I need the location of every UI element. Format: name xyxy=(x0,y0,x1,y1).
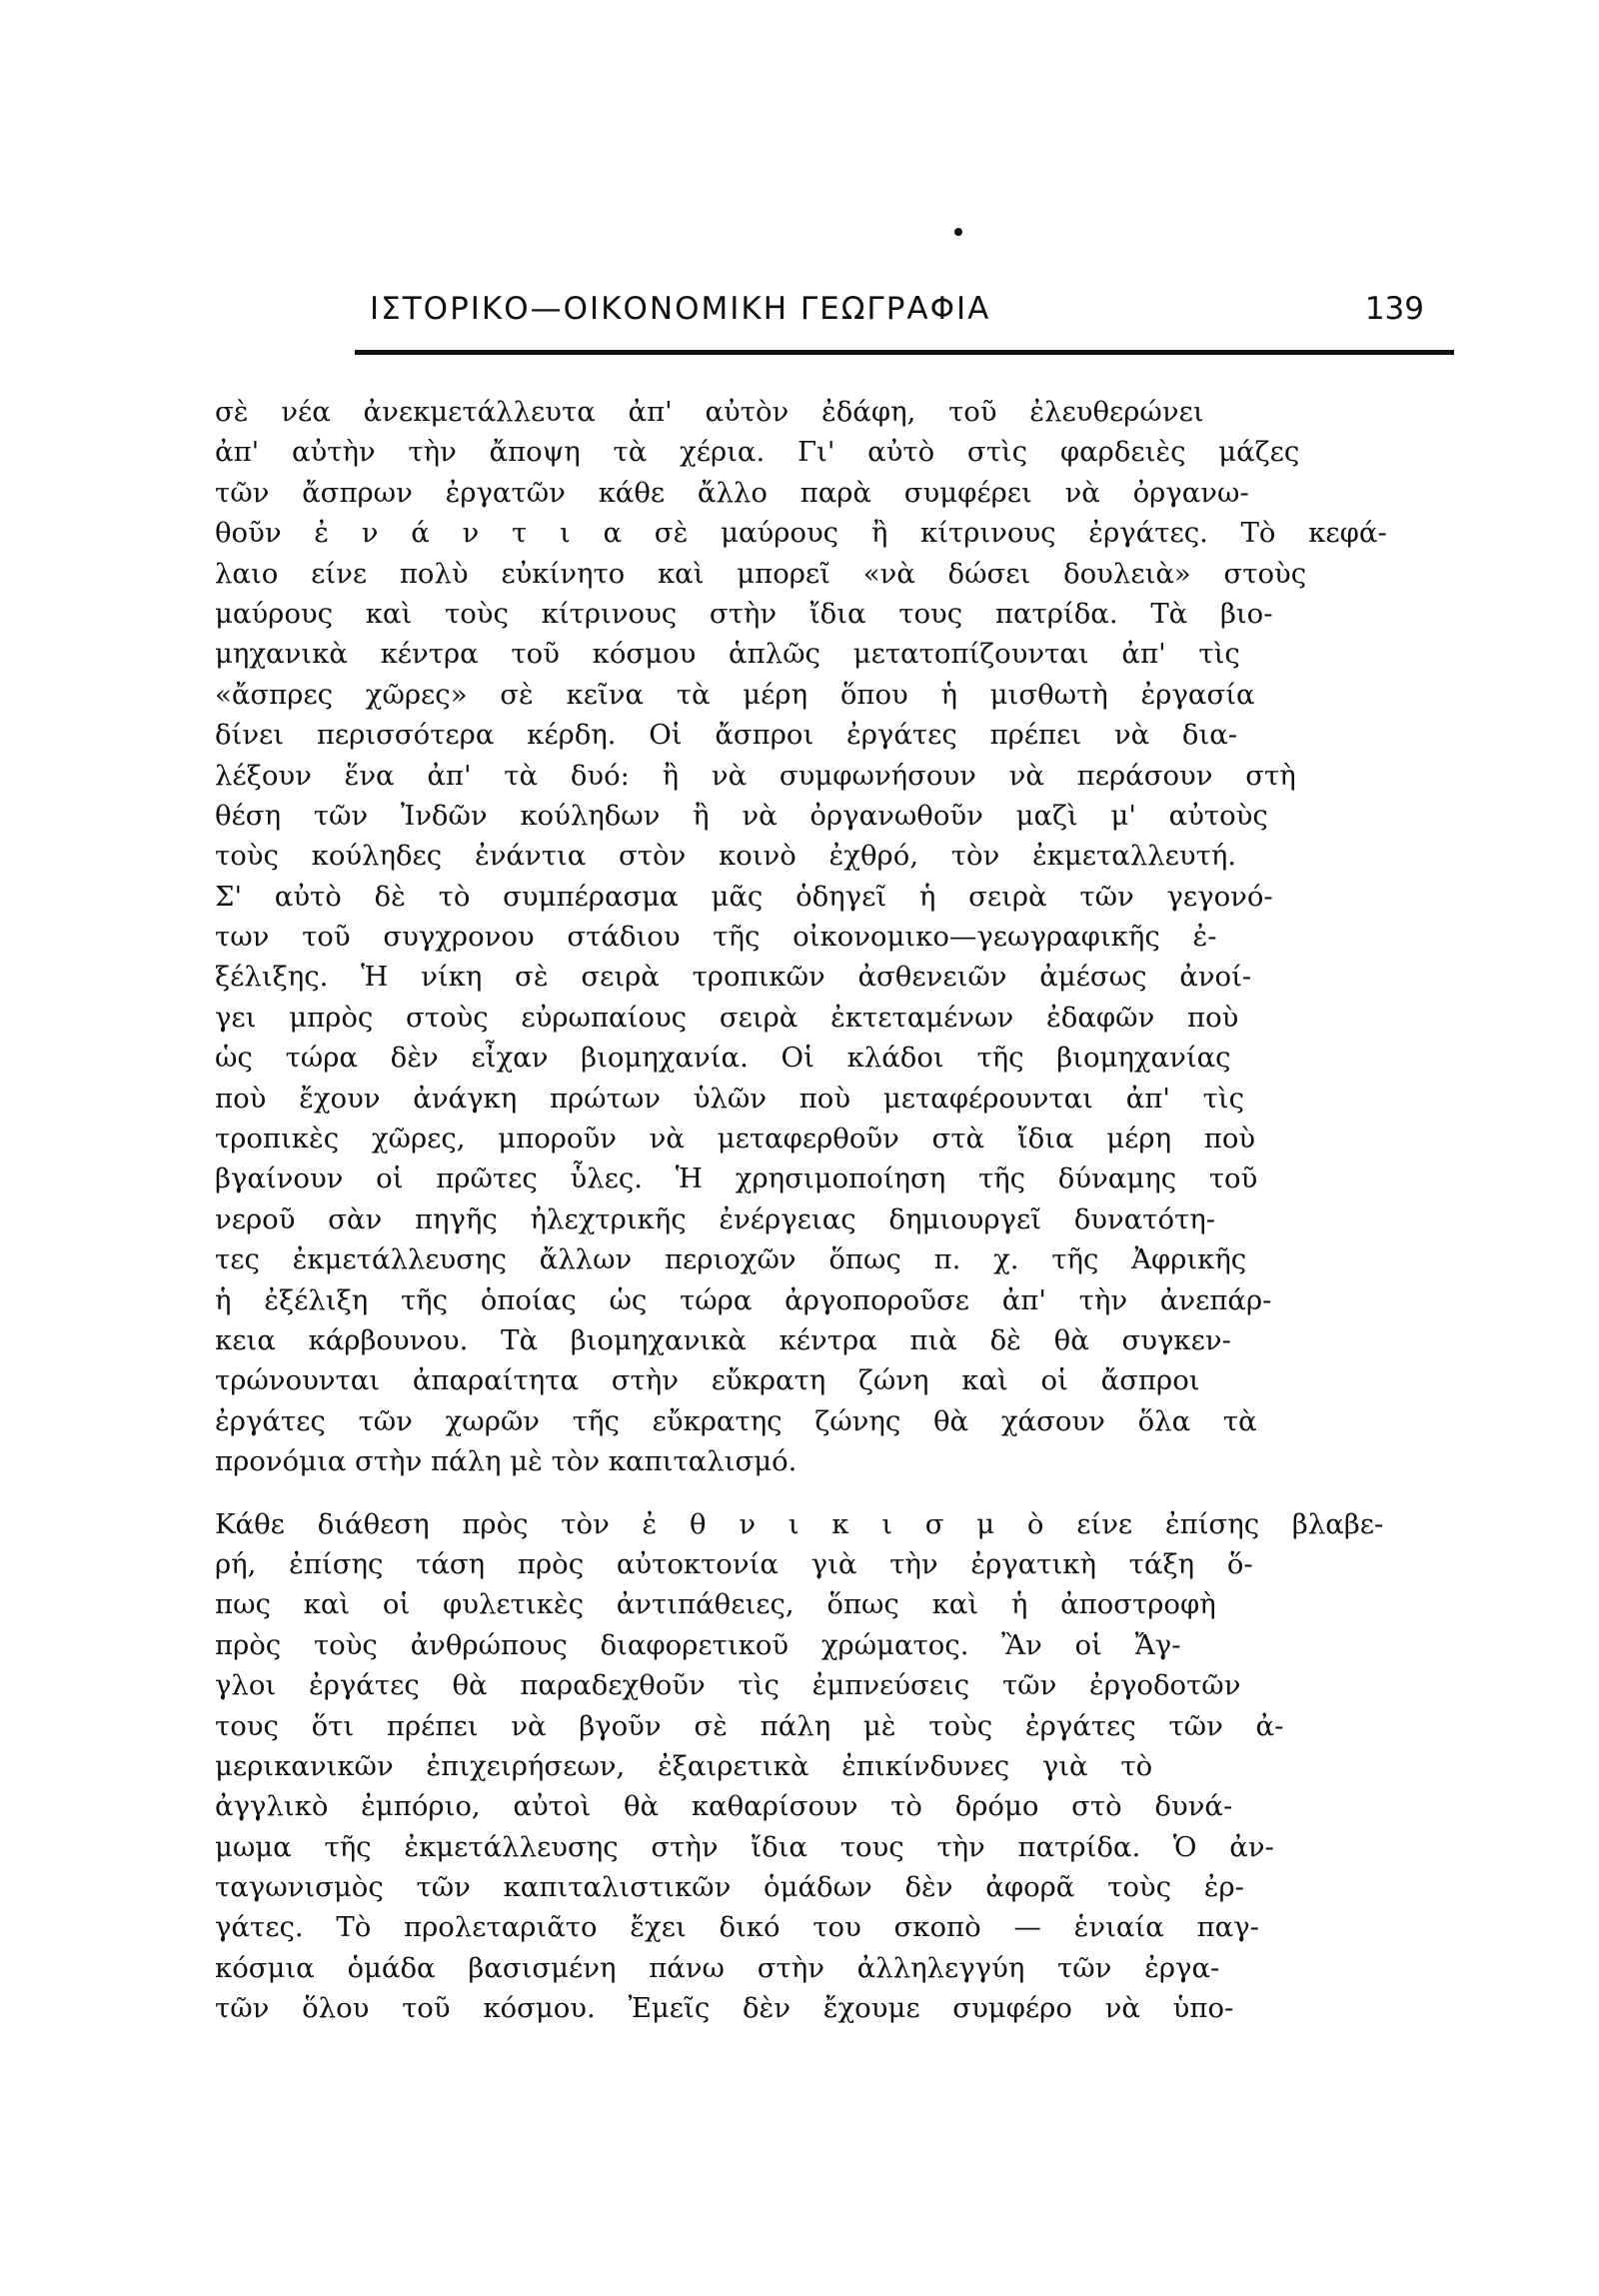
paragraph-1 xyxy=(215,392,1454,1482)
body-text xyxy=(215,392,1454,2029)
text-line: μαύρους καὶ τοὺς κίτρινους στὴν ἴδια τους πατρίδα. Τὰ βιο- xyxy=(215,597,1273,630)
page-number: 139 xyxy=(1364,291,1424,327)
text-line: ταγωνισμὸς τῶν καπιταλιστικῶν ὁμάδων δὲν ἀφορᾶ τοὺς ἐρ- xyxy=(215,1871,1244,1904)
text-line: τῶν ἄσπρων ἐργατῶν κάθε ἄλλο παρὰ συμφέρει νὰ ὀργανω- xyxy=(215,476,1249,509)
running-header xyxy=(355,285,1424,345)
text-line: ρή, ἐπίσης τάση πρὸς αὐτοκτονία γιὰ τὴν ἐργατικὴ τάξη ὅ- xyxy=(215,1547,1253,1580)
text-line: κεια κάρβουνου. Τὰ βιομηχανικὰ κέντρα πιὰ δὲ θὰ συγκεν- xyxy=(215,1323,1231,1356)
text-line: μωμα τῆς ἐκμετάλλευσης στὴν ἴδια τους τὴν πατρίδα. Ὁ ἀν- xyxy=(215,1830,1274,1863)
text-line: γάτες. Τὸ προλεταριᾶτο ἔχει δικό του σκοπὸ — ἑνιαία παγ- xyxy=(215,1911,1259,1944)
running-title: ΙΣΤΟΡΙΚΟ—ΟΙΚΟΝΟΜΙΚΗ ΓΕΩΓΡΑΦΙΑ xyxy=(370,291,991,327)
text-line: τῶν ὅλου τοῦ κόσμου. Ἐμεῖς δὲν ἔχουμε συμφέρο νὰ ὑπο- xyxy=(215,1992,1234,2025)
text-line: τροπικὲς χῶρες, μποροῦν νὰ μεταφερθοῦν στὰ ἴδια μέρη ποὺ xyxy=(215,1123,1256,1155)
text-line: τες ἐκμετάλλευσης ἄλλων περιοχῶν ὅπως π. χ. τῆς Ἀφρικῆς xyxy=(215,1243,1247,1276)
text-line: μηχανικὰ κέντρα τοῦ κόσμου ἁπλῶς μετατοπίζουνται ἀπ' τὶς xyxy=(215,638,1240,671)
text-line: λαιο είνε πολὺ εὐκίνητο καὶ μπορεῖ «νὰ δώσει δουλειὰ» στοὺς xyxy=(215,557,1307,590)
text-line: ἀγγλικὸ ἐμπόριο, αὐτοὶ θὰ καθαρίσουν τὸ δρόμο στὸ δυνά- xyxy=(215,1790,1233,1823)
text-line: κόσμια ὁμάδα βασισμένη πάνω στὴν ἀλληλεγγύη τῶν ἐργα- xyxy=(215,1951,1220,1984)
text-line: θοῦν ἐ ν ά ν τ ι α σὲ μαύρους ἢ κίτρινους ἐργάτες. Τὸ κεφά- xyxy=(215,517,1387,550)
text-line: ξέλιξης. Ἡ νίκη σὲ σειρὰ τροπικῶν ἀσθενειῶν ἀμέσως ἀνοί- xyxy=(215,961,1252,994)
text-line: λέξουν ἕνα ἀπ' τὰ δυό: ἢ νὰ συμφωνήσουν νὰ περάσουν στὴ xyxy=(215,759,1296,792)
text-line: ἀπ' αὐτὴν τὴν ἄποψη τὰ χέρια. Γι' αὐτὸ στὶς φαρδειὲς μάζες xyxy=(215,436,1300,469)
paragraph-gap xyxy=(215,1482,1454,1504)
text-line: ὡς τώρα δὲν εἶχαν βιομηχανία. Οἱ κλάδοι τῆς βιομηχανίας xyxy=(215,1042,1231,1075)
text-line: τοὺς κούληδες ἐνάντια στὸν κοινὸ ἐχθρό, τὸν ἐκμεταλλευτή. xyxy=(215,840,1237,873)
text-line: γλοι ἐργάτες θὰ παραδεχθοῦν τὶς ἐμπνεύσεις τῶν ἐργοδοτῶν xyxy=(215,1669,1241,1702)
text-line: των τοῦ συγχρονου στάδιου τῆς οἰκονομικο—γεωγραφικῆς ἐ- xyxy=(215,921,1217,954)
text-line: σὲ νέα ἀνεκμετάλλευτα ἀπ' αὐτὸν ἐδάφη, τοῦ ἐλευθερώνει xyxy=(215,396,1204,428)
text-line: Σ' αὐτὸ δὲ τὸ συμπέρασμα μᾶς ὁδηγεῖ ἡ σειρὰ τῶν γεγονό- xyxy=(215,880,1273,913)
ink-dot xyxy=(954,228,962,236)
paragraph-2 xyxy=(215,1504,1454,2029)
text-line: ἡ ἐξέλιξη τῆς ὁποίας ὡς τώρα ἀργοποροῦσε ἀπ' τὴν ἀνεπάρ- xyxy=(215,1283,1272,1316)
text-line: μερικανικῶν ἐπιχειρήσεων, ἐξαιρετικὰ ἐπικίνδυνες γιὰ τὸ xyxy=(215,1749,1153,1782)
text-line: θέση τῶν Ἰνδῶν κούληδων ἢ νὰ ὀργανωθοῦν μαζὶ μ' αὐτοὺς xyxy=(215,799,1268,832)
text-line: ἐργάτες τῶν χωρῶν τῆς εὔκρατης ζώνης θὰ χάσουν ὅλα τὰ xyxy=(215,1404,1257,1437)
text-line: βγαίνουν οἱ πρῶτες ὗλες. Ἡ χρησιμοποίηση τῆς δύναμης τοῦ xyxy=(215,1162,1258,1195)
text-line: νεροῦ σὰν πηγῆς ἠλεχτρικῆς ἐνέργειας δημιουργεῖ δυνατότη- xyxy=(215,1202,1216,1235)
header-rule xyxy=(355,350,1454,355)
text-line: τους ὅτι πρέπει νὰ βγοῦν σὲ πάλη μὲ τοὺς ἐργάτες τῶν ἀ- xyxy=(215,1709,1284,1742)
text-line: πρὸς τοὺς ἀνθρώπους διαφορετικοῦ χρώματος. Ἂν οἱ Ἄγ- xyxy=(215,1628,1181,1661)
text-line: πως καὶ οἱ φυλετικὲς ἀντιπάθειες, ὅπως καὶ ἡ ἀποστροφὴ xyxy=(215,1588,1216,1621)
text-line: γει μπρὸς στοὺς εὐρωπαίους σειρὰ ἐκτεταμένων ἐδαφῶν ποὺ xyxy=(215,1001,1239,1034)
text-line: προνόμια στὴν πάλη μὲ τὸν καπιταλισμό. xyxy=(215,1445,798,1478)
text-line: τρώνουνται ἀπαραίτητα στὴν εὔκρατη ζώνη καὶ οἱ ἄσπροι xyxy=(215,1364,1200,1397)
text-line: δίνει περισσότερα κέρδη. Οἱ ἄσπροι ἐργάτες πρέπει νὰ δια- xyxy=(215,719,1238,752)
text-line: ποὺ ἔχουν ἀνάγκη πρώτων ὑλῶν ποὺ μεταφέρουνται ἀπ' τὶς xyxy=(215,1082,1245,1115)
text-line: «ἄσπρες χῶρες» σὲ κεῖνα τὰ μέρη ὅπου ἡ μισθωτὴ ἐργασία xyxy=(215,678,1255,711)
text-line: Κάθε διάθεση πρὸς τὸν ἐ θ ν ι κ ι σ μ ὸ είνε ἐπίσης βλαβε- xyxy=(215,1507,1384,1540)
